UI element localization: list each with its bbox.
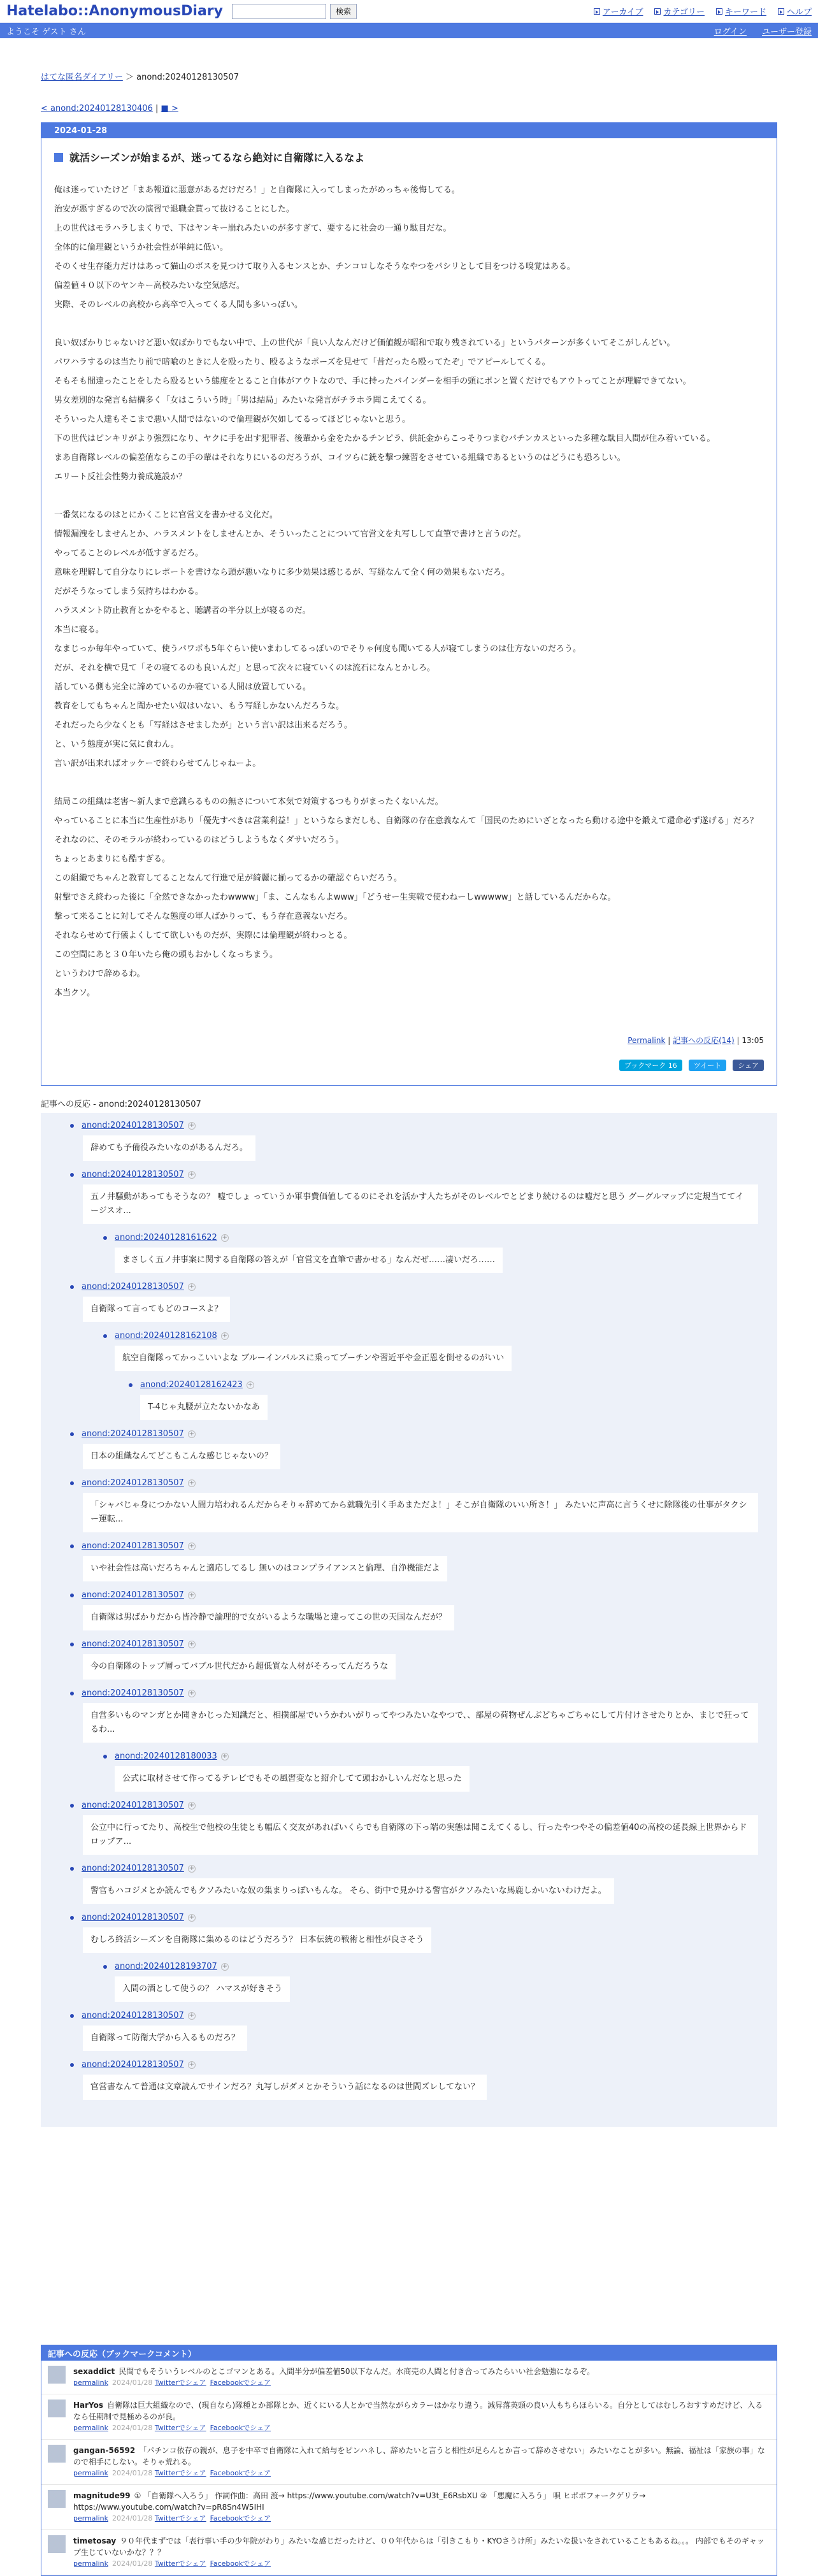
entry-time: 13:05	[742, 1036, 764, 1045]
reaction-item	[51, 1913, 767, 1953]
pager	[41, 104, 777, 113]
reaction-header	[51, 1380, 767, 1390]
reaction-id-link[interactable]: anond:20240128130507	[82, 1170, 184, 1179]
expand-icon[interactable]: +	[189, 1430, 195, 1437]
reaction-item	[51, 1282, 767, 1322]
nav-category[interactable]	[654, 5, 704, 17]
reaction-item	[51, 1478, 767, 1532]
reaction-text: 五ノ井騒動があってもそうなの？ 嘘でしょ っていうか軍事費価値してるのにそれを活かす人たちがそのレベルでとどまり続けるのは嘘だと思う グーグルマップに定規当ててイージスオ...	[83, 1184, 758, 1224]
square-icon	[54, 153, 63, 162]
nav-keyword-label: キーワード	[724, 8, 766, 17]
bookmark-twitter-share[interactable]: Twitterでシェア	[154, 2559, 206, 2568]
expand-icon[interactable]: +	[247, 1381, 254, 1388]
reaction-id-link[interactable]: anond:20240128130507	[82, 1429, 184, 1439]
entry-line: 良い奴ばかりじゃないけど悪い奴ばかりでもない中で、上の世代が「良い人なんだけど価値観が昭和で取り残されている」というパターンが多くいてそこがしんどい。	[54, 338, 675, 348]
bookmark-date: 2024/01/28	[112, 2559, 155, 2568]
reactions-link[interactable]: 記事への反応(14)	[673, 1036, 735, 1045]
bookmark-comment-body	[73, 2366, 594, 2389]
expand-icon[interactable]: +	[189, 1543, 195, 1550]
bookmark-comment-text: 民間でもそういうレベルのとこゴマンとある。入間半分が偏差値50以下なんだ。水商売の人間と付き合ってみたらいい社会勉強になるぞ。	[118, 2367, 595, 2376]
reaction-item	[51, 1233, 767, 1273]
reaction-header	[51, 2011, 767, 2020]
entry-line: 教育をしてもちゃんと聞かせたい奴はいない、もう写経しかないんだろうな。	[54, 702, 345, 711]
entry-line: そもそも間違ったことをしたら殴るという態度をとること自体がアウトなので、手に持ったバインダーを相手の頭にポンと置くだけでもアウトってことが理解できてない。	[54, 377, 691, 386]
avatar[interactable]	[48, 2366, 66, 2384]
reaction-id-link[interactable]: anond:20240128130507	[82, 1590, 184, 1600]
reaction-item	[51, 1541, 767, 1581]
reaction-id-link[interactable]: anond:20240128161622	[115, 1233, 217, 1242]
entry-line: 上の世代はモラハラしまくりで、下はヤンキー崩れみたいのが多すぎて、要するに社会の一通り駄目だな。	[54, 224, 452, 233]
arrow-icon	[716, 8, 722, 15]
bookmark-comment-text: 自衛隊は巨大組織なので、(現自なら)隊種とか部隊とか、近くにいる人とかで当然ながらカラーはかなり違う。減昇落英頭の良い人もちらほらいる。自分としてはむしろおすすめだけど、入るなら任期制で見極めるのが良。	[73, 2401, 763, 2421]
bookmark-comment-text: ① 「自衛隊へ入ろう」 作詞作曲：高田 渡→ https://www.youtube.com/watch?v=U3t_E6RsbXU ② 「悪魔に入ろう」 唄 ヒポポフォークゲリラ→ https://www.youtube.com/watch?v=pR8Sn4W5IHI	[73, 2491, 646, 2512]
breadcrumb	[41, 70, 777, 82]
bookmark-comment	[41, 2440, 777, 2485]
bookmark-comment-body	[73, 2400, 770, 2434]
top-bar	[0, 0, 818, 23]
bookmark-comment-text: ９０年代まずでは「表行事い手の少年院がわり」みたいな感じだったけど、００年代からは「引きこもり・KYOさうけ所」みたいな扱いをされていることもあるね。。。 内部でもそのギャップ生じていないかな？？？	[73, 2536, 764, 2557]
reaction-item	[51, 1801, 767, 1855]
reaction-header	[51, 2060, 767, 2069]
expand-icon[interactable]: +	[222, 1332, 228, 1339]
reaction-text: まさしく五ノ井事案に関する自衛隊の答えが「官営文を直筆で書かせる」なんだぜ……凄いだろ……	[115, 1248, 503, 1273]
nav-category-label: カテゴリー	[663, 8, 705, 17]
reaction-id-link[interactable]: anond:20240128162423	[140, 1380, 243, 1390]
reaction-text: 自衛隊って言ってもどのコースよ？	[83, 1297, 230, 1322]
entry-line: 偏差値４０以下のヤンキー高校みたいな空気感だ。	[54, 281, 245, 291]
reaction-header	[51, 1282, 767, 1292]
reaction-id-link[interactable]: anond:20240128130507	[82, 1864, 184, 1873]
entry-text	[54, 181, 764, 1003]
entry-line: 俺は迷っていたけど「まあ報道に悪意があるだけだろ！」と自衛隊に入ってしまったがめっちゃ後悔してる。	[54, 185, 460, 195]
reaction-id-link[interactable]: anond:20240128130507	[82, 1121, 184, 1130]
bookmark-comments-heading: 記事への反応（ブックマークコメント）	[41, 2345, 777, 2361]
reaction-item	[51, 1590, 767, 1630]
entry-line: パワハラするのは当たり前で暗喩のときに人を殴ったり、殴るようなポーズを見せて「昔だったら殴ってたぞ」でアピールしてくる。	[54, 357, 550, 367]
reaction-text: 自衛隊って防衛大学から入るものだろ？	[83, 2026, 247, 2051]
entry-line: 話している側も完全に諦めているのか寝ている人間は放置している。	[54, 682, 312, 692]
reaction-text: 公式に取材させて作ってるテレビでもその風習変なと紹介してて頭おかしいんだなと思った	[115, 1766, 470, 1792]
bookmark-comment-text: 「パチンコ依存の親が、息子を中卒で自衛隊に入れて給与をピンハネし、辞めたいと言うと相性が足らんとか言って辞めさせない」みたいなことが多い。無論、福祉は「家族の事」なので相手にしない。そりゃ荒れる。	[73, 2446, 765, 2466]
bookmark-facebook-share[interactable]: Facebookでシェア	[210, 2514, 271, 2522]
tweet-button[interactable]	[689, 1060, 726, 1071]
entry-line: それだったら少なくとも「写経はさせましたが」という言い訳は出来るだろう。	[54, 721, 353, 730]
reaction-text: 公立中に行ってたり、高校生で他校の生徒とも幅広く交友があればいくらでも自衛隊の下っ端の実態は聞こえてくるし、行ったやつやその偏差値40の高校の延長線上世界からドロップア...	[83, 1815, 758, 1855]
entry-line: 実際、そのレベルの高校から高卒で入ってくる人間も多いっぽい。	[54, 300, 303, 310]
entry-line: なまじっか毎年やっていて、使うパワポも5年ぐらい使いまわしてるっぽいのでそりゃ何度も聞いてる人が寝てしまうのは仕方ないのだろう。	[54, 644, 582, 654]
bookmark-twitter-share[interactable]: Twitterでシェア	[154, 2514, 206, 2522]
entry-paragraph	[54, 793, 764, 1003]
bookmark-comment-body	[73, 2535, 770, 2570]
reaction-header	[51, 1233, 767, 1242]
expand-icon[interactable]: +	[189, 1171, 195, 1178]
reaction-id-link[interactable]: anond:20240128193707	[115, 1962, 217, 1971]
expand-icon[interactable]: +	[222, 1963, 228, 1970]
bookmark-permalink[interactable]: permalink	[73, 2514, 108, 2522]
reaction-text: 航空自衛隊ってかっこいいよな ブルーインパルスに乗ってプーチンや習近平や金正恩を倒せるのがいい	[115, 1346, 512, 1371]
expand-icon[interactable]: +	[189, 1641, 195, 1648]
facebook-share-label: シェア	[738, 1061, 759, 1070]
entry-line: 情報漏洩をしませんとか、ハラスメントをしませんとか、そういったことについて官営文を丸写しして直筆で書けと言うのだ。	[54, 529, 526, 539]
reaction-item	[51, 1429, 767, 1469]
bookmark-comment-body	[73, 2445, 770, 2479]
bookmark-comment	[41, 2485, 777, 2530]
share-buttons	[54, 1060, 764, 1071]
reaction-text: 辞めても予備役みたいなのがあるんだろ。	[83, 1135, 255, 1161]
reaction-header	[51, 1541, 767, 1551]
expand-icon[interactable]: +	[189, 1865, 195, 1872]
bookmark-date: 2024/01/28	[112, 2469, 155, 2477]
entry-paragraph	[54, 334, 764, 487]
entry-body	[41, 138, 777, 1085]
entry-line: やってることのレベルが低すぎるだろ。	[54, 549, 204, 558]
reaction-id-link[interactable]: anond:20240128130507	[82, 1688, 184, 1698]
entry-line: 言い訳が出来ればオッケーで終わらせてんじゃねーよ。	[54, 759, 261, 768]
bookmark-meta	[73, 2558, 770, 2570]
bookmark-button-label: ブックマーク 16	[624, 1061, 677, 1070]
reaction-list	[41, 1113, 777, 2127]
breadcrumb-separator: ＞	[125, 73, 134, 82]
entry-line: 意味を理解して自分なりにレポートを書けなら頭が悪いなりに多少効果は感じるが、写経なんて全く何の効果もないだろ。	[54, 568, 510, 577]
pager-separator: |	[155, 104, 159, 113]
prev-entry-link[interactable]: < anond:20240128130406	[41, 104, 153, 113]
permalink-link[interactable]: Permalink	[628, 1036, 666, 1045]
reaction-id-link[interactable]: anond:20240128130507	[82, 1282, 184, 1292]
nav-help-label: ヘルプ	[786, 8, 812, 17]
bookmark-meta	[73, 2422, 770, 2434]
reaction-text: 入間の酒として使うの？ ハマスが好きそう	[115, 1976, 290, 2002]
bookmark-permalink[interactable]: permalink	[73, 2378, 108, 2387]
entry-line: エリート反社会性勢力養成施設か？	[54, 472, 187, 482]
entry-line: この空間にあと３０年いたら俺の頭もおかしくなっちまう。	[54, 950, 278, 960]
bookmark-twitter-share[interactable]: Twitterでシェア	[154, 2378, 206, 2387]
entry-line: それならせめて行儀よくしてて欲しいものだが、実際には倫理観が終わっとる。	[54, 931, 352, 940]
reaction-text: いや社会性は高いだろちゃんと適応してるし 無いのはコンプライアンスと倫理、自浄機能だよ	[83, 1556, 447, 1581]
entry-title-text: 就活シーズンが始まるが、迷ってるなら絶対に自衛隊に入るなよ	[69, 152, 365, 164]
reaction-item	[51, 1688, 767, 1743]
expand-icon[interactable]: +	[189, 1283, 195, 1290]
reaction-header	[51, 1752, 767, 1761]
bookmark-user[interactable]: magnitude99	[73, 2491, 131, 2500]
nav-archive-label: アーカイブ	[602, 8, 643, 17]
bookmark-permalink[interactable]: permalink	[73, 2469, 108, 2477]
reaction-header	[51, 1801, 767, 1810]
reaction-header	[51, 1170, 767, 1179]
bookmark-permalink[interactable]: permalink	[73, 2559, 108, 2568]
reaction-id-link[interactable]: anond:20240128130507	[82, 1801, 184, 1810]
reaction-header	[51, 1688, 767, 1698]
entry-line: 男女差別的な発言も結構多く「女はこういう時」「男は結局」みたいな発言がチラホラ聞こえてくる。	[54, 396, 431, 405]
tweet-button-label: ツイート	[693, 1061, 722, 1070]
bookmark-user[interactable]: gangan-56592	[73, 2446, 136, 2455]
nav-help[interactable]	[778, 5, 812, 17]
bookmark-comment	[41, 2361, 777, 2394]
reaction-text: 自営多いものマンガとか聞きかじった知識だと、相撲部屋でいうかわいがりってやつみたいなやつで、、部屋の荷物ぜんぶどちゃごちゃにして片付けさせたりとか、まじで狂ってるわ...	[83, 1703, 758, 1743]
reaction-header	[51, 1639, 767, 1649]
entry-paragraph	[54, 506, 764, 774]
bookmark-facebook-share[interactable]: Facebookでシェア	[210, 2559, 271, 2568]
reaction-item	[51, 2011, 767, 2051]
reaction-text: 今の自衛隊のトップ層ってバブル世代だから超低質な人材がそろってんだろうな	[83, 1654, 396, 1680]
bookmark-comment	[41, 2530, 777, 2575]
reaction-id-link[interactable]: anond:20240128130507	[82, 1541, 184, 1551]
entry-line: だがそうなってしまう気持ちはわかる。	[54, 587, 204, 596]
entry-line: やっていることに本当に生産性があり「優先すべきは営業利益！」というならまだしも、自衛隊の存在意義なんて「国民のためにいざとなったら動ける途中を鍛えて還命必ず遂げる」だろ？それなのに、そのモラルが終わっているのはどうしようもなくダサいだろう。	[54, 816, 758, 845]
reaction-header	[51, 1590, 767, 1600]
entry-line: 本当に寝る。	[54, 625, 104, 635]
bookmark-twitter-share[interactable]: Twitterでシェア	[154, 2469, 206, 2477]
reaction-item	[51, 1380, 767, 1420]
bookmark-date: 2024/01/28	[112, 2424, 155, 2432]
reaction-text: 「シャバじゃ身につかない人間力培われるんだからそりゃ辞めてから就職先引く手あまただよ！」そこが自衛隊のいい所さ！」 みたいに声高に言うくせに除隊後の仕事がタクシー運転...	[83, 1493, 758, 1532]
reaction-item	[51, 1639, 767, 1680]
entry-line: 結局この組織は老害〜新人まで意識らるものの無さについて本気で対策するつもりがまったくないんだ。	[54, 797, 443, 807]
bookmark-comment	[41, 2394, 777, 2440]
bookmark-meta	[73, 2468, 770, 2479]
reaction-item	[51, 1121, 767, 1161]
reaction-item	[51, 1752, 767, 1792]
expand-icon[interactable]: +	[189, 1592, 195, 1599]
breadcrumb-home[interactable]: はてな匿名ダイアリー	[41, 73, 123, 82]
entry-title	[54, 150, 764, 164]
welcome-text: ようこそ ゲスト さん	[6, 27, 86, 37]
entry-date: 2024-01-28	[41, 123, 777, 138]
reaction-id-link[interactable]: anond:20240128130507	[82, 1913, 184, 1922]
expand-icon[interactable]: +	[189, 1914, 195, 1921]
entry-line: 下の世代はピンキリがより強烈になり、ヤクに手を出す犯罪者、後輩から金をたかるチンピラ、供託金からこっそりつまむパチンカスといった多種な駄目人間が住み着いている。	[54, 434, 715, 443]
reaction-item	[51, 1331, 767, 1371]
expand-icon[interactable]: +	[189, 1122, 195, 1129]
facebook-share-button[interactable]	[733, 1060, 764, 1071]
entry-line: と、いう態度が実に気に食わん。	[54, 740, 179, 749]
bookmark-permalink[interactable]: permalink	[73, 2424, 108, 2432]
bookmark-button[interactable]	[619, 1060, 682, 1071]
bookmark-date: 2024/01/28	[112, 2378, 155, 2387]
entry-line: まあ自衛隊レベルの偏差値ならこの手の輩はそれなりにいるのだろうが、コイツらに銃を撃つ練習をさせている組織であるというのはどうにも恐ろしい。	[54, 453, 626, 463]
bookmark-comments	[41, 2345, 777, 2576]
bookmark-meta	[73, 2377, 594, 2389]
reaction-text: T-4じゃ丸腰が立たないかなあ	[140, 1395, 268, 1420]
bookmark-facebook-share[interactable]: Facebookでシェア	[210, 2469, 271, 2477]
entry-line: 全体的に倫理観というか社会性が単純に低い。	[54, 243, 229, 252]
entry-line: だが、それを横で見て「その寝てるのも良いんだ」と思って次々に寝ていくのは流石になんとかしろ。	[54, 663, 436, 673]
reaction-text: 官営書なんて普通は文章読んでサインだろ？丸写しがダメとかそういう話になるのは世間ズレしてない？	[83, 2075, 487, 2100]
reaction-text: むしろ終活シーズンを自衛隊に集めるのはどうだろう？ 日本伝統の戦術と相性が良さそう	[83, 1927, 431, 1953]
reaction-header	[51, 1429, 767, 1439]
entry-line: 本当クソ。	[54, 988, 96, 998]
bookmark-facebook-share[interactable]: Facebookでシェア	[210, 2424, 271, 2432]
entry-footer: Permalink | 記事への反応(14) | 13:05	[628, 1036, 764, 1045]
bookmark-user[interactable]: sexaddict	[73, 2367, 115, 2376]
bookmark-date: 2024/01/28	[112, 2514, 155, 2522]
entry-line: 一番気になるのはとにかくことに官営文を書かせる文化だ。	[54, 510, 278, 520]
reaction-item	[51, 1864, 767, 1904]
expand-icon[interactable]: +	[189, 1690, 195, 1697]
reaction-header	[51, 1913, 767, 1922]
reaction-text: 警官もハコジメとか読んでもクソみたいな奴の集まりっぽいもんな。 そら、街中で見かける警官がクソみたいな馬鹿しかいないわけだよ。	[83, 1878, 614, 1904]
arrow-icon	[778, 8, 784, 15]
avatar[interactable]	[48, 2445, 66, 2463]
expand-icon[interactable]: +	[189, 1479, 195, 1486]
entry-line: というわけで辞めるわ。	[54, 969, 145, 979]
reaction-header	[51, 1962, 767, 1971]
entry-line: ちょっとあまりにも酷すぎる。	[54, 854, 171, 864]
expand-icon[interactable]: +	[189, 2061, 195, 2068]
bookmark-twitter-share[interactable]: Twitterでシェア	[154, 2424, 206, 2432]
bookmark-user[interactable]: timetosay	[73, 2536, 117, 2545]
reaction-text: 自衛隊は男ばかりだから皆冷静で論理的で女がいるような職場と違ってこの世の天国なんだが？	[83, 1605, 454, 1630]
login-link[interactable]: ログイン	[714, 27, 747, 37]
entry-line: 射撃でさえ終わった後に「全然できなかったわwwww」「ま、こんなもんよwww」「どうせー生実戦で使わねーしwwwww」と話しているんだからな。	[54, 893, 616, 902]
reaction-header	[51, 1864, 767, 1873]
reaction-id-link[interactable]: anond:20240128130507	[82, 1478, 184, 1488]
register-link[interactable]: ユーザー登録	[761, 27, 812, 37]
reaction-item	[51, 1170, 767, 1224]
search-button[interactable]: 検索	[330, 4, 357, 19]
entry-line: そういった人達もそこまで悪い人間ではないので倫理観が欠如してるってほどじゃないと思う。	[54, 415, 411, 424]
entry-line: そのくせ生存能力だけはあって猫山のボスを見つけて取り入るセンスとか、チンコロしなそうなやつをパシリとして目をつける嗅覚はある。	[54, 262, 575, 271]
bookmark-facebook-share[interactable]: Facebookでシェア	[210, 2378, 271, 2387]
reaction-id-link[interactable]: anond:20240128130507	[82, 1639, 184, 1649]
reaction-header	[51, 1121, 767, 1130]
entry-paragraph	[54, 181, 764, 315]
next-entry-link[interactable]: ■ >	[161, 104, 178, 113]
expand-icon[interactable]: +	[222, 1753, 228, 1760]
entry-line: ハラスメント防止教育とかをやると、聴講者の半分以上が寝るのだ。	[54, 606, 311, 615]
reactions-heading: 記事への反応 - anond:20240128130507	[41, 1100, 201, 1109]
bookmark-user[interactable]: HarYos	[73, 2401, 104, 2410]
reaction-item	[51, 2060, 767, 2100]
entry	[41, 122, 777, 1086]
entry-line: 治安が悪すぎるので次の演習で退職金貰って抜けることにした。	[54, 205, 295, 214]
bookmark-meta	[73, 2513, 770, 2524]
avatar[interactable]	[48, 2400, 66, 2417]
reaction-id-link[interactable]: anond:20240128130507	[82, 2060, 184, 2069]
reaction-id-link[interactable]: anond:20240128130507	[82, 2011, 184, 2020]
nav-archive[interactable]	[594, 5, 643, 17]
reaction-id-link[interactable]: anond:20240128162108	[115, 1331, 217, 1341]
reaction-id-link[interactable]: anond:20240128180033	[115, 1752, 217, 1761]
bookmark-comment-body	[73, 2490, 770, 2524]
site-title-link[interactable]: Hatelabo::AnonymousDiary	[6, 3, 223, 19]
entry-line: 撃って来ることに対してそんな態度の軍人ばかりって、もう存在意義ないだろ。	[54, 912, 352, 921]
avatar[interactable]	[48, 2535, 66, 2553]
entry-line: この組織でちゃんと教育してることなんて行進で足が綺麗に揃ってるかの確認ぐらいだろう。	[54, 874, 403, 883]
top-nav	[594, 5, 812, 17]
expand-icon[interactable]: +	[189, 1802, 195, 1809]
reaction-text: 日本の組織なんてどこもこんな感じじゃないの？	[83, 1444, 280, 1469]
reaction-item	[51, 1962, 767, 2002]
welcome-bar	[0, 23, 818, 38]
reaction-header	[51, 1478, 767, 1488]
expand-icon[interactable]: +	[189, 2012, 195, 2019]
nav-keyword[interactable]	[716, 5, 766, 17]
arrow-icon	[594, 8, 600, 15]
avatar[interactable]	[48, 2490, 66, 2508]
reaction-header	[51, 1331, 767, 1341]
breadcrumb-current: anond:20240128130507	[136, 73, 239, 82]
search-input[interactable]	[232, 4, 326, 19]
arrow-icon	[654, 8, 661, 15]
expand-icon[interactable]: +	[222, 1234, 228, 1241]
